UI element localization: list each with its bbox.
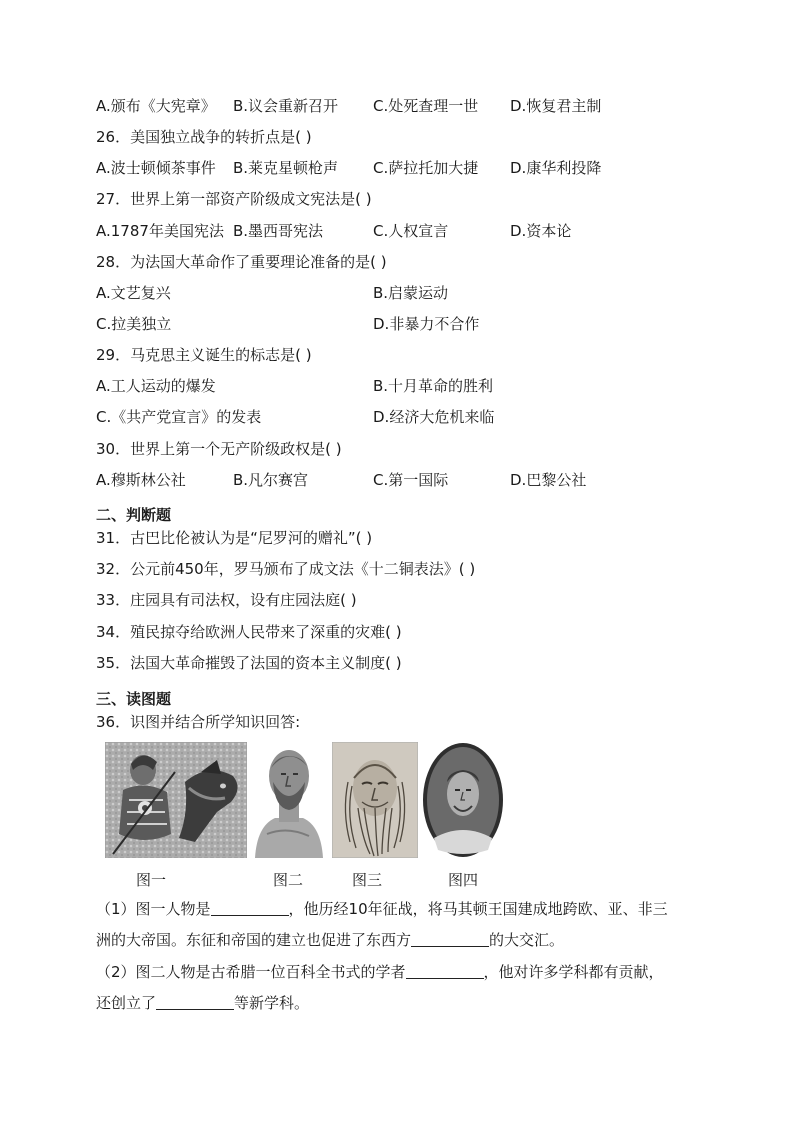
q36-part2-text-b: ，他对许多学科都有贡献， — [483, 963, 664, 981]
q28-option-b: B.启蒙运动 — [373, 284, 449, 302]
answer-blank[interactable] — [406, 963, 484, 979]
q36-part1-text-d: 的大交汇。 — [489, 931, 565, 949]
q36-stem: 36．识图并结合所学知识回答: — [96, 713, 301, 731]
q30-option-b: B.凡尔赛宫 — [233, 471, 309, 489]
section-3-title: 三、读图题 — [96, 690, 172, 708]
q27-stem: 27．世界上第一部资产阶级成文宪法是( ) — [96, 190, 372, 208]
q29-option-d: D.经济大危机来临 — [373, 408, 495, 426]
q36-part2-line1 — [96, 962, 664, 982]
figure-3-caption: 图三 — [352, 871, 383, 889]
q36-part2-text-a: （2）图二人物是古希腊一位百科全书式的学者 — [96, 963, 406, 981]
q36-part1-text-b: ，他历经10年征战，将马其顿王国建成地跨欧、亚、非三 — [288, 900, 668, 918]
q33: 33．庄园具有司法权，设有庄园法庭( ) — [96, 591, 357, 609]
q36-part1-line2 — [96, 930, 564, 950]
q25-option-b: B.议会重新召开 — [233, 97, 339, 115]
q32: 32．公元前450年，罗马颁布了成文法《十二铜表法》( ) — [96, 560, 476, 578]
q28-option-d: D.非暴力不合作 — [373, 315, 480, 333]
q25-option-c: C.处死查理一世 — [373, 97, 479, 115]
q26-option-a: A.波士顿倾茶事件 — [96, 159, 216, 177]
q36-part2-text-d: 等新学科。 — [234, 994, 310, 1012]
figure-2-bust-image — [251, 742, 326, 858]
q30-option-d: D.巴黎公社 — [510, 471, 587, 489]
answer-blank[interactable] — [156, 994, 234, 1010]
q31: 31．古巴比伦被认为是“尼罗河的赠礼”( ) — [96, 529, 373, 547]
q34: 34．殖民掠夺给欧洲人民带来了深重的灾难( ) — [96, 623, 402, 641]
figure-1-caption: 图一 — [136, 871, 167, 889]
q36-part2-text-c: 还创立了 — [96, 994, 157, 1012]
q27-option-b: B.墨西哥宪法 — [233, 222, 324, 240]
figure-3-sketch-portrait-image — [332, 742, 418, 858]
q36-part1-text-a: （1）图一人物是 — [96, 900, 211, 918]
answer-blank[interactable] — [411, 931, 489, 947]
q26-option-b: B.莱克星顿枪声 — [233, 159, 339, 177]
q30-option-a: A.穆斯林公社 — [96, 471, 186, 489]
q28-stem: 28．为法国大革命作了重要理论准备的是( ) — [96, 253, 387, 271]
figure-2-caption: 图二 — [273, 871, 304, 889]
section-2-title: 二、判断题 — [96, 506, 172, 524]
q35: 35．法国大革命摧毁了法国的资本主义制度( ) — [96, 654, 402, 672]
q28-option-c: C.拉美独立 — [96, 315, 172, 333]
q36-part1-line1 — [96, 899, 668, 919]
figure-4-oval-portrait-image — [422, 742, 504, 858]
q29-option-a: A.工人运动的爆发 — [96, 377, 216, 395]
q29-option-b: B.十月革命的胜利 — [373, 377, 494, 395]
q26-option-c: C.萨拉托加大捷 — [373, 159, 479, 177]
q26-option-d: D.康华利投降 — [510, 159, 602, 177]
q27-option-c: C.人权宣言 — [373, 222, 449, 240]
q29-option-c: C.《共产党宣言》的发表 — [96, 408, 262, 426]
q27-option-a: A.1787年美国宪法 — [96, 222, 224, 240]
q25-option-a: A.颁布《大宪章》 — [96, 97, 216, 115]
q30-option-c: C.第一国际 — [373, 471, 449, 489]
figure-1-mosaic-image — [105, 742, 247, 858]
q30-stem: 30．世界上第一个无产阶级政权是( ) — [96, 440, 342, 458]
q25-option-d: D.恢复君主制 — [510, 97, 602, 115]
q36-part1-text-c: 洲的大帝国。东征和帝国的建立也促进了东西方 — [96, 931, 412, 949]
q26-stem: 26．美国独立战争的转折点是( ) — [96, 128, 312, 146]
figure-4-caption: 图四 — [448, 871, 479, 889]
q27-option-d: D.资本论 — [510, 222, 572, 240]
q28-option-a: A.文艺复兴 — [96, 284, 171, 302]
answer-blank[interactable] — [211, 900, 289, 916]
q36-part2-line2 — [96, 993, 309, 1013]
q29-stem: 29．马克思主义诞生的标志是( ) — [96, 346, 312, 364]
